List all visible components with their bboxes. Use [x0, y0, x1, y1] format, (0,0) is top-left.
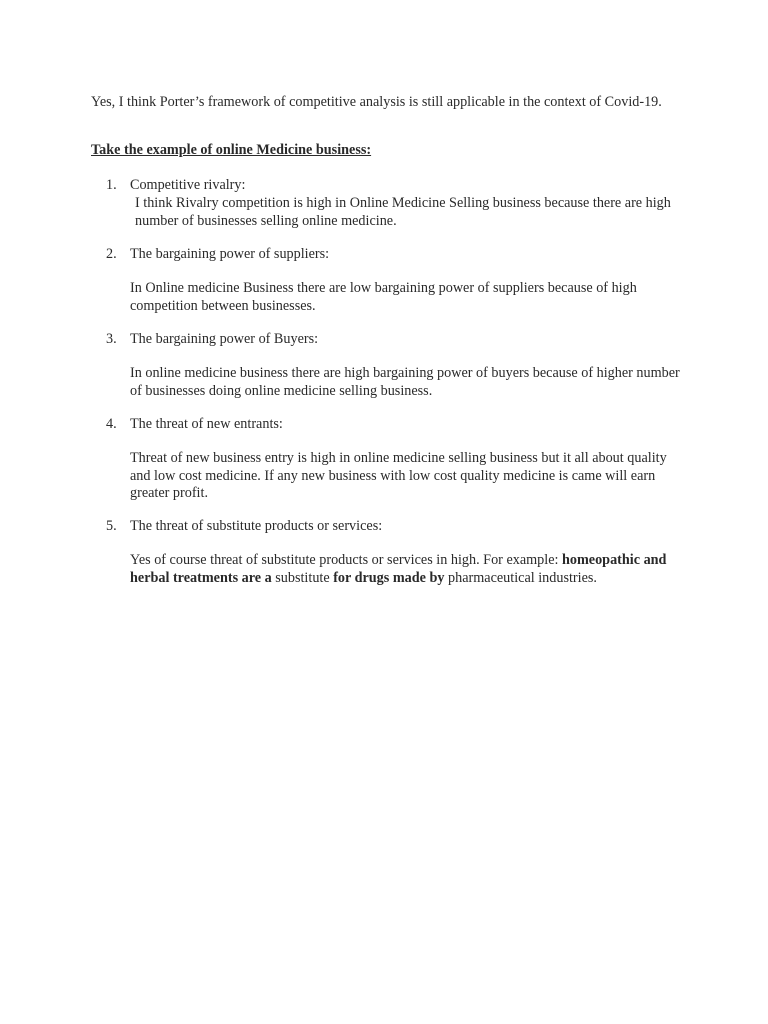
list-item-body: In online medicine business there are high bargaining power of buyers because of higher number of businesses doing online medicine selling business.: [130, 365, 680, 399]
list-item-number: 4.: [106, 416, 117, 432]
list-item-body: Threat of new business entry is high in online medicine selling business but it all about quality and low cost medicine. If any new business with low cost quality medicine is came will earn greater profit.: [130, 450, 667, 501]
list-item-body: I think Rivalry competition is high in Online Medicine Selling business because there are high number of businesses selling online medicine.: [135, 195, 671, 229]
list-item-number: 2.: [106, 246, 117, 262]
body-text: substitute: [271, 569, 334, 586]
list-item-title: Competitive rivalry:: [130, 177, 246, 193]
list-item-title: The threat of new entrants:: [130, 416, 283, 432]
bold-phrase: for drugs made by: [333, 569, 445, 586]
section-heading: Take the example of online Medicine business:: [91, 142, 372, 158]
bold-phrase: homeopathic and herbal treatments are a: [130, 552, 667, 586]
list-item-number: 5.: [106, 518, 117, 534]
list-item-number: 3.: [106, 331, 117, 347]
list-item-body: In Online medicine Business there are low bargaining power of suppliers because of high competition between businesses.: [130, 280, 637, 314]
list-item-title: The bargaining power of suppliers:: [130, 246, 330, 262]
body-text: Yes of course threat of substitute products or services in high. For example:: [130, 552, 562, 568]
list-item-body: [130, 552, 685, 587]
body-text: pharmaceutical industries.: [444, 569, 597, 586]
list-item-title: The threat of substitute products or services:: [130, 518, 383, 534]
list-item-number: 1.: [106, 177, 117, 193]
intro-paragraph: Yes, I think Porter’s framework of competitive analysis is still applicable in the context of Covid-19.: [91, 94, 662, 110]
list-item-title: The bargaining power of Buyers:: [130, 331, 319, 347]
